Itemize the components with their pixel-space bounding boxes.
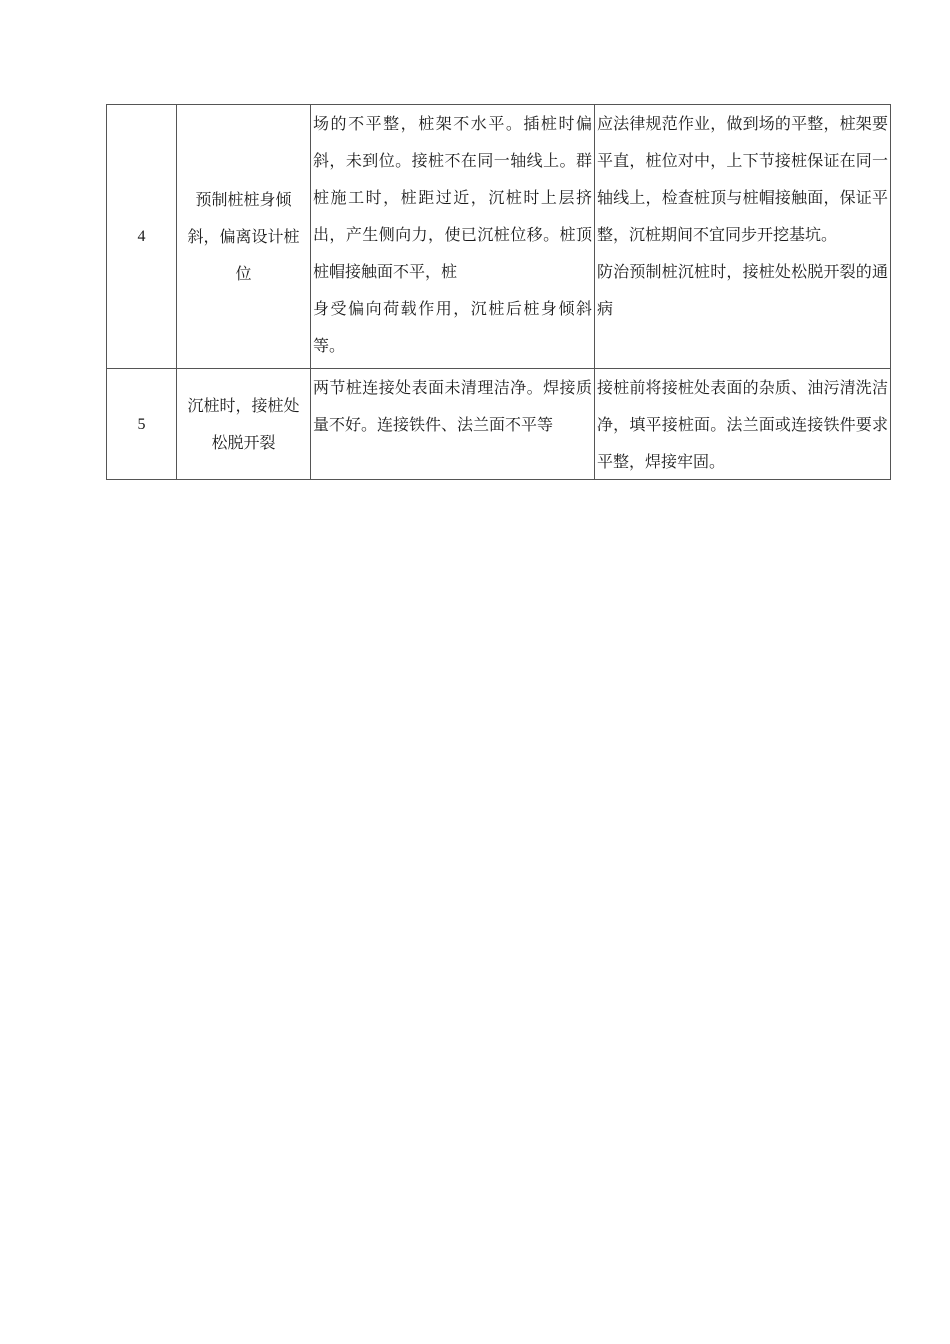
cause-paragraph: 场的不平整，桩架不水平。插桩时偏斜，未到位。接桩不在同一轴线上。群桩施工时，桩距过近，沉桩时上层挤出，产生侧向力，使已沉桩位移。桩顶桩帽接触面不平，桩 [313, 114, 592, 281]
measure-paragraph: 应法律规范作业，做到场的平整，桩架要平直，桩位对中，上下节接桩保证在同一轴线上，检查桩顶与桩帽接触面，保证平整，沉桩期间不宜同步开挖基坑。 [597, 114, 888, 244]
defect-name: 沉桩时，接桩处松脱开裂 [177, 369, 311, 480]
measure-clip [597, 369, 888, 479]
measure-paragraph: 接桩前将接桩处表面的杂质、油污清洗洁净，填平接桩面。法兰面或连接铁件要求平整，焊接牢固。 [597, 378, 888, 471]
cause-clip [313, 369, 592, 479]
table-row [107, 369, 891, 480]
pile-defects-table [106, 104, 891, 480]
defect-cause-cell [311, 105, 595, 369]
cause-paragraph: 两节桩连接处表面未清理洁净。焊接质量不好。连接铁件、法兰面不平等 [313, 378, 592, 434]
measure-paragraph: 防治预制桩沉桩时，接桩处松脱开裂的通病 [597, 262, 888, 318]
defect-name: 预制桩桩身倾斜，偏离设计桩位 [177, 105, 311, 369]
defects-table-container [106, 104, 890, 480]
defect-cause-cell [311, 369, 595, 480]
prevention-measure-cell [595, 105, 891, 369]
table-row [107, 105, 891, 369]
prevention-measure-cell [595, 369, 891, 480]
cause-paragraph: 身受偏向荷载作用，沉桩后桩身倾斜等。 [313, 299, 592, 355]
row-number: 5 [107, 369, 177, 480]
row-number: 4 [107, 105, 177, 369]
